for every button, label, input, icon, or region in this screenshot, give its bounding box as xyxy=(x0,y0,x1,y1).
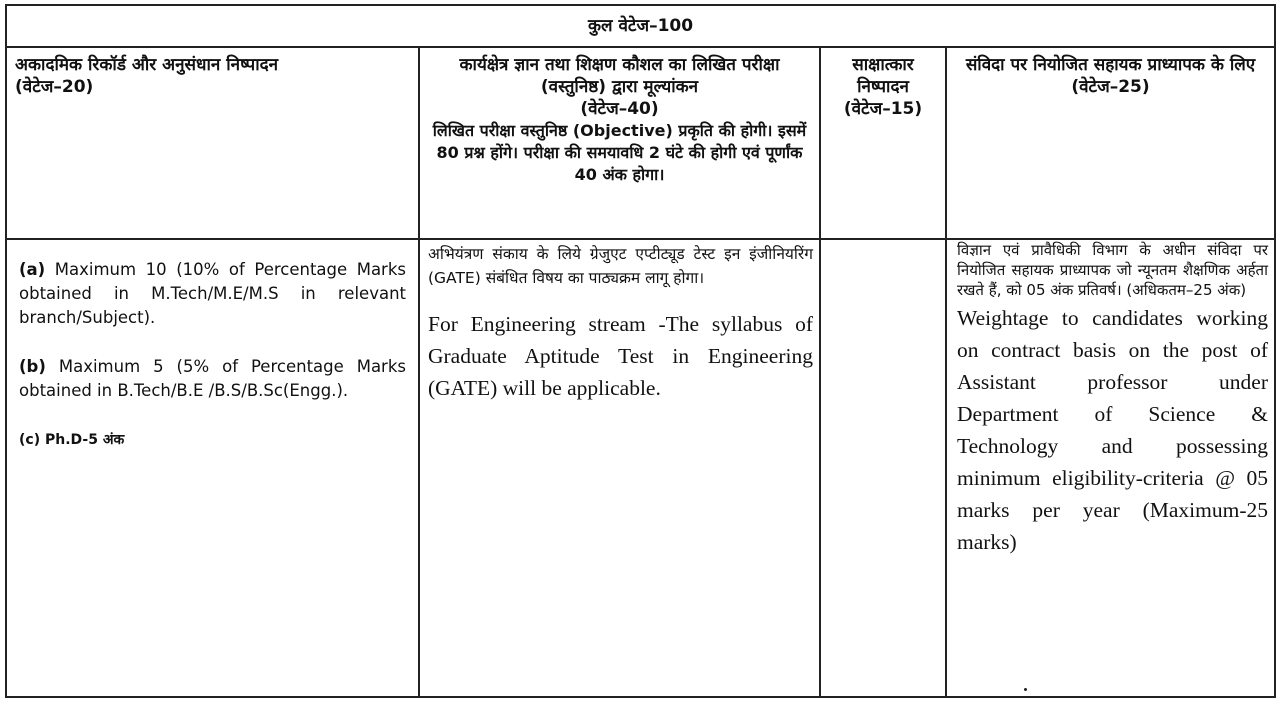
contract-english-text: Weightage to candidates working on contract basis on the post of Assistant professor under Department of Science & Technology and possessing minimum eligibility-criteria @ 05 marks per year (Maximum-25 marks) xyxy=(957,306,1268,554)
interview-weight: (वेटेज–15) xyxy=(843,99,923,119)
stray-dot xyxy=(1024,688,1027,691)
academic-weight: (वेटेज–20) xyxy=(15,77,94,97)
written-header-cell xyxy=(419,47,820,239)
academic-body-cell xyxy=(6,239,419,697)
total-row xyxy=(6,5,1275,47)
weightage-table xyxy=(5,4,1276,698)
total-weightage-text: कुल वेटेज–100 xyxy=(587,16,694,36)
interview-header-cell xyxy=(820,47,946,239)
written-body-cell xyxy=(419,239,820,697)
item-b-label: (b) xyxy=(19,357,46,376)
header-row xyxy=(6,47,1275,239)
contract-header-cell xyxy=(946,47,1275,239)
written-english-text: For Engineering stream -The syllabus of Graduate Aptitude Test in Engineering (GATE) will be applicable. xyxy=(428,312,813,400)
interview-body-cell xyxy=(820,239,946,697)
academic-header-cell xyxy=(6,47,419,239)
item-a-label: (a) xyxy=(19,260,46,279)
written-heading: कार्यक्षेत्र ज्ञान तथा शिक्षण कौशल का लिखित परीक्षा (वस्तुनिष्ठ) द्वारा मूल्यांकन xyxy=(459,55,780,97)
item-a-text: Maximum 10 (10% of Percentage Marks obtained in M.Tech/M.E/M.S in relevant branch/Subject). xyxy=(19,260,406,327)
body-row xyxy=(6,239,1275,697)
contract-heading: संविदा पर नियोजित सहायक प्राध्यापक के लिए xyxy=(965,55,1256,75)
total-weightage-cell xyxy=(6,5,1275,47)
academic-item-b xyxy=(19,355,406,403)
written-hindi-text: अभियंत्रण संकाय के लिये ग्रेजुएट एप्टीट्यूड टेस्ट इन इंजीनियरिंग (GATE) संबंधित विषय का पाठ्यक्रम लागू होगा। xyxy=(428,245,813,287)
academic-item-a xyxy=(19,258,406,330)
academic-heading: अकादमिक रिकॉर्ड और अनुसंधान निष्पादन xyxy=(15,55,279,75)
academic-item-c: (c) Ph.D-5 अंक xyxy=(19,432,125,448)
contract-weight: (वेटेज–25) xyxy=(1071,77,1150,97)
item-b-text: Maximum 5 (5% of Percentage Marks obtained in B.Tech/B.E /B.S/B.Sc(Engg.). xyxy=(19,357,406,400)
written-weight: (वेटेज–40) xyxy=(580,99,659,119)
interview-heading: साक्षात्कार निष्पादन xyxy=(852,55,914,97)
contract-hindi-text: विज्ञान एवं प्रावैधिकी विभाग के अधीन संविदा पर नियोजित सहायक प्राध्यापक जो न्यूनतम शैक्षणिक अर्हता रखते हैं, को 05 अंक प्रतिवर्ष। (अधिकतम–25 अंक) xyxy=(957,241,1268,299)
contract-body-cell xyxy=(946,239,1275,697)
written-note: लिखित परीक्षा वस्तुनिष्ठ (Objective) प्रकृति की होगी। इसमें 80 प्रश्न होंगे। परीक्षा की समयावधि 2 घंटे की होगी एवं पूर्णांक 40 अंक होगा। xyxy=(432,121,807,184)
